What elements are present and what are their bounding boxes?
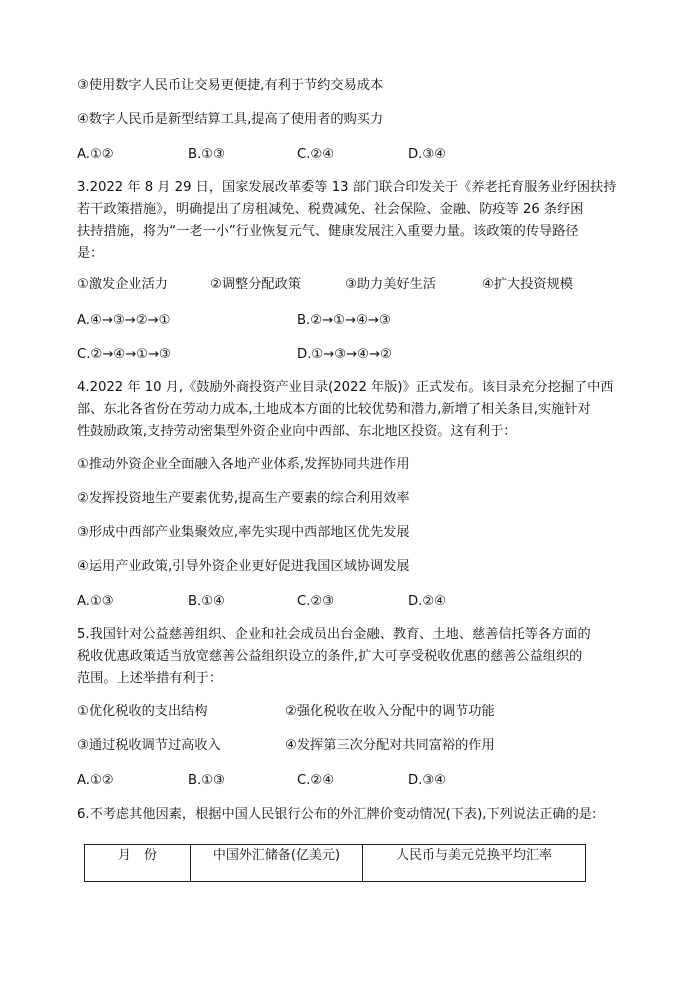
q3-stem-line-1: 3.2022 年 8 月 29 日，国家发展改革委等 13 部门联合印发关于《养老托育服务业纾困扶持 bbox=[77, 180, 617, 195]
q3-item-4: ④扩大投资规模 bbox=[482, 277, 573, 292]
q4-stem-line-1: 4.2022 年 10 月,《鼓励外商投资产业目录(2022 年版)》正式发布。该目录充分挖掘了中西 bbox=[77, 380, 614, 395]
table-header-month: 月 份 bbox=[85, 845, 191, 882]
q2-option-c: C.②④ bbox=[297, 147, 335, 162]
q4-stem-line-3: 性鼓励政策,支持劳动密集型外资企业向中西部、东北地区投资。这有利于： bbox=[77, 424, 517, 439]
q5-statement-1: ①优化税收的支出结构 bbox=[77, 704, 208, 719]
q3-option-b: B.②→①→④→③ bbox=[297, 313, 391, 328]
q2-statement-4: ④数字人民币是新型结算工具,提高了使用者的购买力 bbox=[77, 112, 384, 127]
q2-option-d: D.③④ bbox=[408, 147, 446, 162]
q5-statement-4: ④发挥第三次分配对共同富裕的作用 bbox=[285, 738, 495, 753]
q2-option-b: B.①③ bbox=[188, 147, 225, 162]
q4-statement-4: ④运用产业政策,引导外资企业更好促进我国区域协调发展 bbox=[77, 559, 410, 574]
q3-item-2: ②调整分配政策 bbox=[210, 277, 301, 292]
q5-option-a: A.①② bbox=[77, 773, 114, 788]
q3-stem-line-3: 扶持措施，将为“一老一小”行业恢复元气、健康发展注入重要力量。该政策的传导路径 bbox=[77, 224, 579, 239]
q2-statement-3: ③使用数字人民币让交易更便捷,有利于节约交易成本 bbox=[77, 78, 384, 93]
q3-stem-line-2: 若干政策措施》，明确提出了房租减免、税费减免、社会保险、金融、防疫等 26 条纾困 bbox=[77, 202, 584, 217]
q4-option-b: B.①④ bbox=[188, 594, 225, 609]
q3-item-1: ①激发企业活力 bbox=[77, 277, 168, 292]
q4-option-a: A.①③ bbox=[77, 594, 114, 609]
q4-statement-3: ③形成中西部产业集聚效应,率先实现中西部地区优先发展 bbox=[77, 525, 410, 540]
q3-option-c: C.②→④→①→③ bbox=[77, 347, 171, 362]
q5-stem-line-2: 税收优惠政策适当放宽慈善公益组织设立的条件,扩大可享受税收优惠的慈善公益组织的 bbox=[77, 649, 583, 664]
q3-item-3: ③助力美好生活 bbox=[345, 277, 436, 292]
q4-option-d: D.②④ bbox=[408, 594, 446, 609]
q2-option-a: A.①② bbox=[77, 147, 114, 162]
exchange-rate-table bbox=[84, 844, 586, 882]
q6-stem-line-1: 6.不考虑其他因素，根据中国人民银行公布的外汇牌价变动情况(下表),下列说法正确的是: bbox=[77, 807, 597, 822]
q5-stem-line-3: 范围。上述举措有利于： bbox=[77, 671, 223, 686]
q5-option-d: D.③④ bbox=[408, 773, 446, 788]
q5-statement-3: ③通过税收调节过高收入 bbox=[77, 738, 221, 753]
table-header-row bbox=[85, 845, 586, 882]
q4-stem-line-2: 部、东北各省份在劳动力成本,土地成本方面的比较优势和潜力,新增了相关条目,实施针对 bbox=[77, 402, 591, 417]
table-header-reserves: 中国外汇储备(亿美元) bbox=[191, 845, 363, 882]
q5-option-b: B.①③ bbox=[188, 773, 225, 788]
q4-option-c: C.②③ bbox=[297, 594, 335, 609]
q5-stem-line-1: 5.我国针对公益慈善组织、企业和社会成员出台金融、教育、土地、慈善信托等各方面的 bbox=[77, 627, 591, 642]
table-header-exchange-rate: 人民币与美元兑换平均汇率 bbox=[363, 845, 586, 882]
q3-stem-line-4: 是： bbox=[77, 246, 104, 261]
q4-statement-2: ②发挥投资地生产要素优势,提高生产要素的综合利用效率 bbox=[77, 491, 410, 506]
q5-option-c: C.②④ bbox=[297, 773, 335, 788]
q5-statement-2: ②强化税收在收入分配中的调节功能 bbox=[285, 704, 495, 719]
q3-option-d: D.①→③→④→② bbox=[297, 347, 392, 362]
q3-option-a: A.④→③→②→① bbox=[77, 313, 171, 328]
q4-statement-1: ①推动外资企业全面融入各地产业体系,发挥协同共进作用 bbox=[77, 457, 410, 472]
